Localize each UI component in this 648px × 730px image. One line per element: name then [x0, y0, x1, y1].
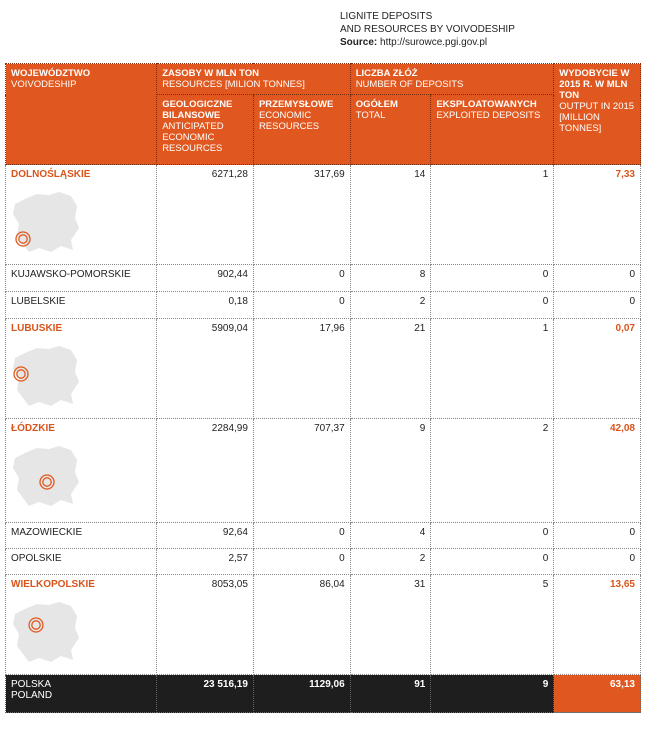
- poland-map-icon: [11, 190, 83, 256]
- cell-exp: 2: [431, 419, 554, 523]
- poland-map-icon: [11, 444, 83, 510]
- total-row: [6, 675, 641, 713]
- cell-ind: 0: [253, 292, 350, 319]
- cell-ind: 0: [253, 523, 350, 549]
- cell-geo: 92,64: [157, 523, 254, 549]
- total-ind: 1129,06: [253, 675, 350, 713]
- cell-out: 0: [554, 523, 641, 549]
- cell-out: 0: [554, 549, 641, 575]
- row-name: KUJAWSKO-POMORSKIE: [6, 265, 157, 292]
- table-row: [6, 292, 641, 319]
- header-output: WYDOBYCIE W 2015 R. W MLN TON OUTPUT IN 2015 [MILLION TONNES]: [554, 64, 641, 165]
- header-industrial: PRZEMYSŁOWE ECONOMIC RESOURCES: [253, 95, 350, 165]
- table-row: [6, 319, 641, 419]
- cell-tot: 8: [350, 265, 431, 292]
- row-name: LUBELSKIE: [6, 292, 157, 319]
- cell-ind: 317,69: [253, 165, 350, 265]
- table-row: [6, 419, 641, 523]
- cell-tot: 31: [350, 575, 431, 675]
- cell-out: 7,33: [554, 165, 641, 265]
- cell-geo: 5909,04: [157, 319, 254, 419]
- cell-exp: 1: [431, 165, 554, 265]
- caption-source: [340, 36, 515, 49]
- header-geological: GEOLOGICZNE BILANSOWE ANTICIPATED ECONOMIC RESOURCES: [157, 95, 254, 165]
- table-row: [6, 165, 641, 265]
- poland-map-icon: [11, 600, 83, 666]
- cell-geo: 0,18: [157, 292, 254, 319]
- cell-exp: 5: [431, 575, 554, 675]
- table-row: [6, 549, 641, 575]
- cell-ind: 707,37: [253, 419, 350, 523]
- source-label: Source:: [340, 37, 378, 48]
- cell-tot: 21: [350, 319, 431, 419]
- cell-out: 0: [554, 292, 641, 319]
- header-resources: ZASOBY W MLN TON RESOURCES [MILION TONNES]: [157, 64, 351, 95]
- total-out: 63,13: [554, 675, 641, 713]
- table-row: [6, 265, 641, 292]
- cell-exp: 0: [431, 549, 554, 575]
- cell-tot: 9: [350, 419, 431, 523]
- cell-geo: 6271,28: [157, 165, 254, 265]
- row-name: WIELKOPOLSKIE: [6, 575, 157, 675]
- cell-geo: 8053,05: [157, 575, 254, 675]
- cell-geo: 902,44: [157, 265, 254, 292]
- row-name: OPOLSKIE: [6, 549, 157, 575]
- table-row: [6, 523, 641, 549]
- cell-tot: 2: [350, 549, 431, 575]
- cell-exp: 0: [431, 523, 554, 549]
- poland-map-icon: [11, 344, 83, 410]
- header-total: OGÓŁEM TOTAL: [350, 95, 431, 165]
- total-name: POLSKA POLAND: [6, 675, 157, 713]
- cell-tot: 2: [350, 292, 431, 319]
- cell-exp: 0: [431, 292, 554, 319]
- cell-ind: 17,96: [253, 319, 350, 419]
- header-exploited: EKSPLOATOWANYCH EXPLOITED DEPOSITS: [431, 95, 554, 165]
- lignite-table: [5, 63, 641, 713]
- cell-geo: 2284,99: [157, 419, 254, 523]
- caption-line-1: LIGNITE DEPOSITS: [340, 11, 433, 22]
- cell-tot: 4: [350, 523, 431, 549]
- cell-ind: 86,04: [253, 575, 350, 675]
- cell-exp: 1: [431, 319, 554, 419]
- cell-out: 0: [554, 265, 641, 292]
- row-name: MAZOWIECKIE: [6, 523, 157, 549]
- row-name: ŁÓDZKIE: [6, 419, 157, 523]
- header-deposits: LICZBA ZŁÓŻ NUMBER OF DEPOSITS: [350, 64, 554, 95]
- source-url: http://surowce.pgi.gov.pl: [380, 37, 488, 48]
- cell-tot: 14: [350, 165, 431, 265]
- cell-ind: 0: [253, 549, 350, 575]
- row-name: LUBUSKIE: [6, 319, 157, 419]
- table-row: [6, 575, 641, 675]
- header-voivodeship: WOJEWÓDZTWO VOIVODESHIP: [6, 64, 157, 165]
- cell-geo: 2,57: [157, 549, 254, 575]
- total-exp: 9: [431, 675, 554, 713]
- cell-out: 0,07: [554, 319, 641, 419]
- cell-out: 42,08: [554, 419, 641, 523]
- total-tot: 91: [350, 675, 431, 713]
- caption-line-2: AND RESOURCES BY VOIVODESHIP: [340, 24, 515, 35]
- total-geo: 23 516,19: [157, 675, 254, 713]
- cell-ind: 0: [253, 265, 350, 292]
- cell-exp: 0: [431, 265, 554, 292]
- row-name: DOLNOŚLĄSKIE: [6, 165, 157, 265]
- cell-out: 13,65: [554, 575, 641, 675]
- caption: [340, 10, 515, 49]
